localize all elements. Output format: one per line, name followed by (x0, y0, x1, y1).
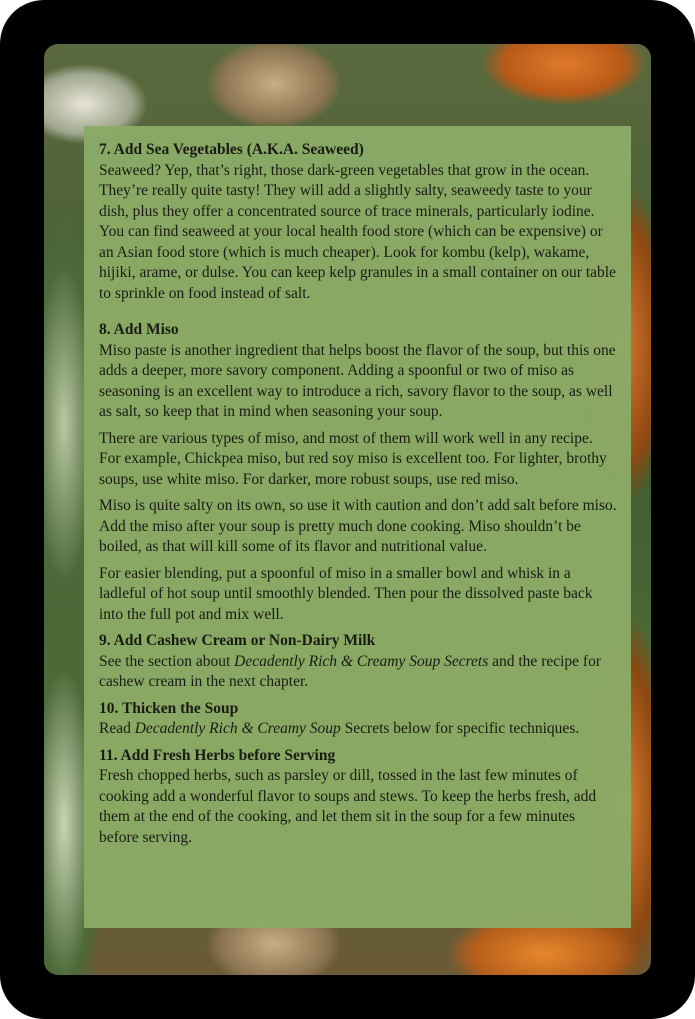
text-panel (84, 126, 631, 928)
section-heading: 9. Add Cashew Cream or Non-Dairy Milk (99, 632, 376, 649)
text: and the recipe for cashew cream in the next chapter. (99, 652, 601, 690)
paragraph: There are various types of miso, and most of them will work well in any recipe. For example, Chickpea miso, but red soy miso is excellent too. For lighter, brothy soups, use white miso. For darker, more robust soups, use red miso. (99, 429, 607, 488)
paragraph: Miso paste is another ingredient that helps boost the flavor of the soup, but this one adds a deeper, more savory component. Adding a spoonful or two of miso as seasoning is an excellent way to introduce a rich, savory flavor to the soup, as well as salt, so keep that in mind when seasoning your soup. (99, 341, 616, 420)
section-heading: 8. Add Miso (99, 321, 179, 338)
paragraph: Miso is quite salty on its own, so use it with caution and don’t add salt before miso. Add the miso after your soup is pretty much done cooking. Miso shouldn’t be boiled, as that will kill some of its flavor and nutritional value. (99, 497, 617, 555)
section-sea-vegetables (99, 140, 617, 304)
paragraph: Seaweed? Yep, that’s right, those dark-green vegetables that grow in the ocean. They’re really quite tasty! They will add a slightly salty, seaweedy taste to your dish, plus they offer a concentrated source of trace minerals, particularly iodine. You can find seaweed at your local health food store (which can be expensive) or an Asian food store (which is much cheaper). Look for kombu (kelp), wakame, hijiki, arame, or dulse. You can keep kelp granules in a small container on our table to sprinkle on food instead of salt. (99, 161, 616, 302)
text: Secrets below for specific techniques. (340, 720, 580, 737)
text: Read (99, 720, 135, 737)
section-miso (99, 320, 617, 625)
paragraph (99, 719, 617, 740)
section-cashew-cream (99, 631, 617, 693)
section-thicken (99, 699, 617, 740)
paragraph (99, 652, 617, 693)
page-background (44, 44, 651, 975)
section-fresh-herbs (99, 746, 617, 849)
paragraph: Fresh chopped herbs, such as parsley or dill, tossed in the last few minutes of cooking add a wonderful flavor to soups and stews. To keep the herbs fresh, add them at the end of the cooking, and let them sit in the soup for a few minutes before serving. (99, 767, 597, 846)
paragraph: For easier blending, put a spoonful of miso in a smaller bowl and whisk in a ladleful of hot soup until smoothly blended. Then pour the dissolved paste back into the full pot and mix well. (99, 564, 593, 623)
book-title-reference: Decadently Rich & Creamy Soup (134, 720, 341, 737)
section-heading: 11. Add Fresh Herbs before Serving (99, 746, 336, 764)
text: See the section about (99, 652, 235, 670)
section-heading: 7. Add Sea Vegetables (A.K.A. Seaweed) (99, 141, 364, 158)
book-title-reference: Decadently Rich & Creamy Soup Secrets (234, 652, 489, 670)
section-heading: 10. Thicken the Soup (99, 699, 239, 717)
